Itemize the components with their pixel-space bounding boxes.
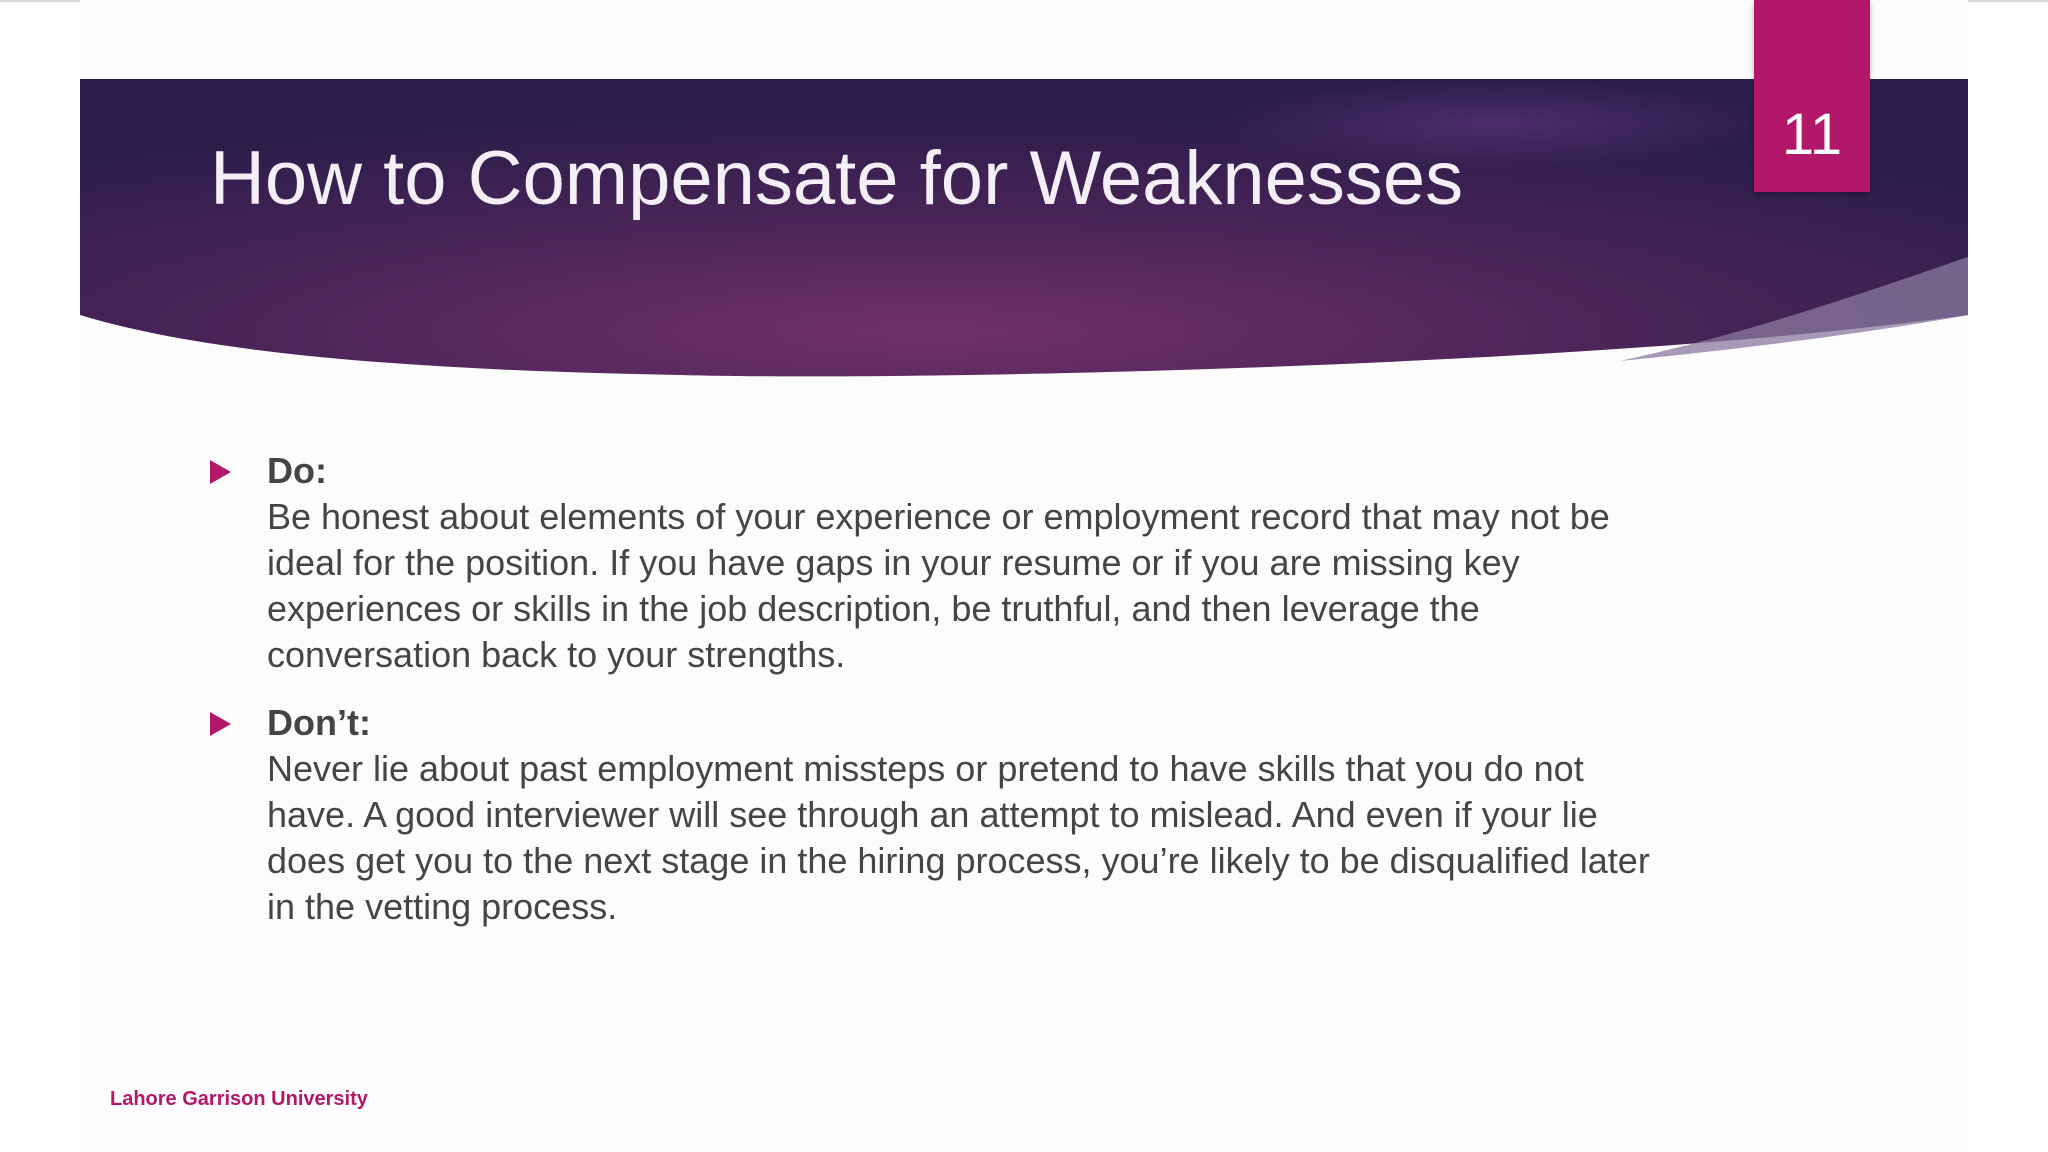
footer-university-name: Lahore Garrison University [110, 1088, 368, 1110]
page-number-tab [1754, 0, 1870, 192]
bullet-text: Be honest about elements of your experience or employment record that may not be ideal for the position. If you have gaps in your resume or if you are missing key experiences or skills in the job description, be truthful, and then leverage the conversation back to your strengths. [267, 496, 1610, 675]
triangle-right-icon [210, 460, 231, 484]
page-number: 11 [1781, 102, 1843, 167]
bullet-dont [210, 700, 1670, 930]
bullet-do [210, 448, 1670, 678]
triangle-right-icon [210, 712, 231, 736]
bullet-list [210, 448, 1670, 952]
bullet-heading: Do: [267, 450, 327, 491]
title-banner [80, 79, 1968, 382]
bullet-heading: Don’t: [267, 702, 371, 743]
slide-title: How to Compensate for Weaknesses [210, 136, 1464, 221]
bullet-text: Never lie about past employment missteps or pretend to have skills that you do not have. A good interviewer will see through an attempt to mislead. And even if your lie does get you to the next stage in the hiring process, you’re likely to be disqualified later in the vetting process. [267, 748, 1650, 927]
